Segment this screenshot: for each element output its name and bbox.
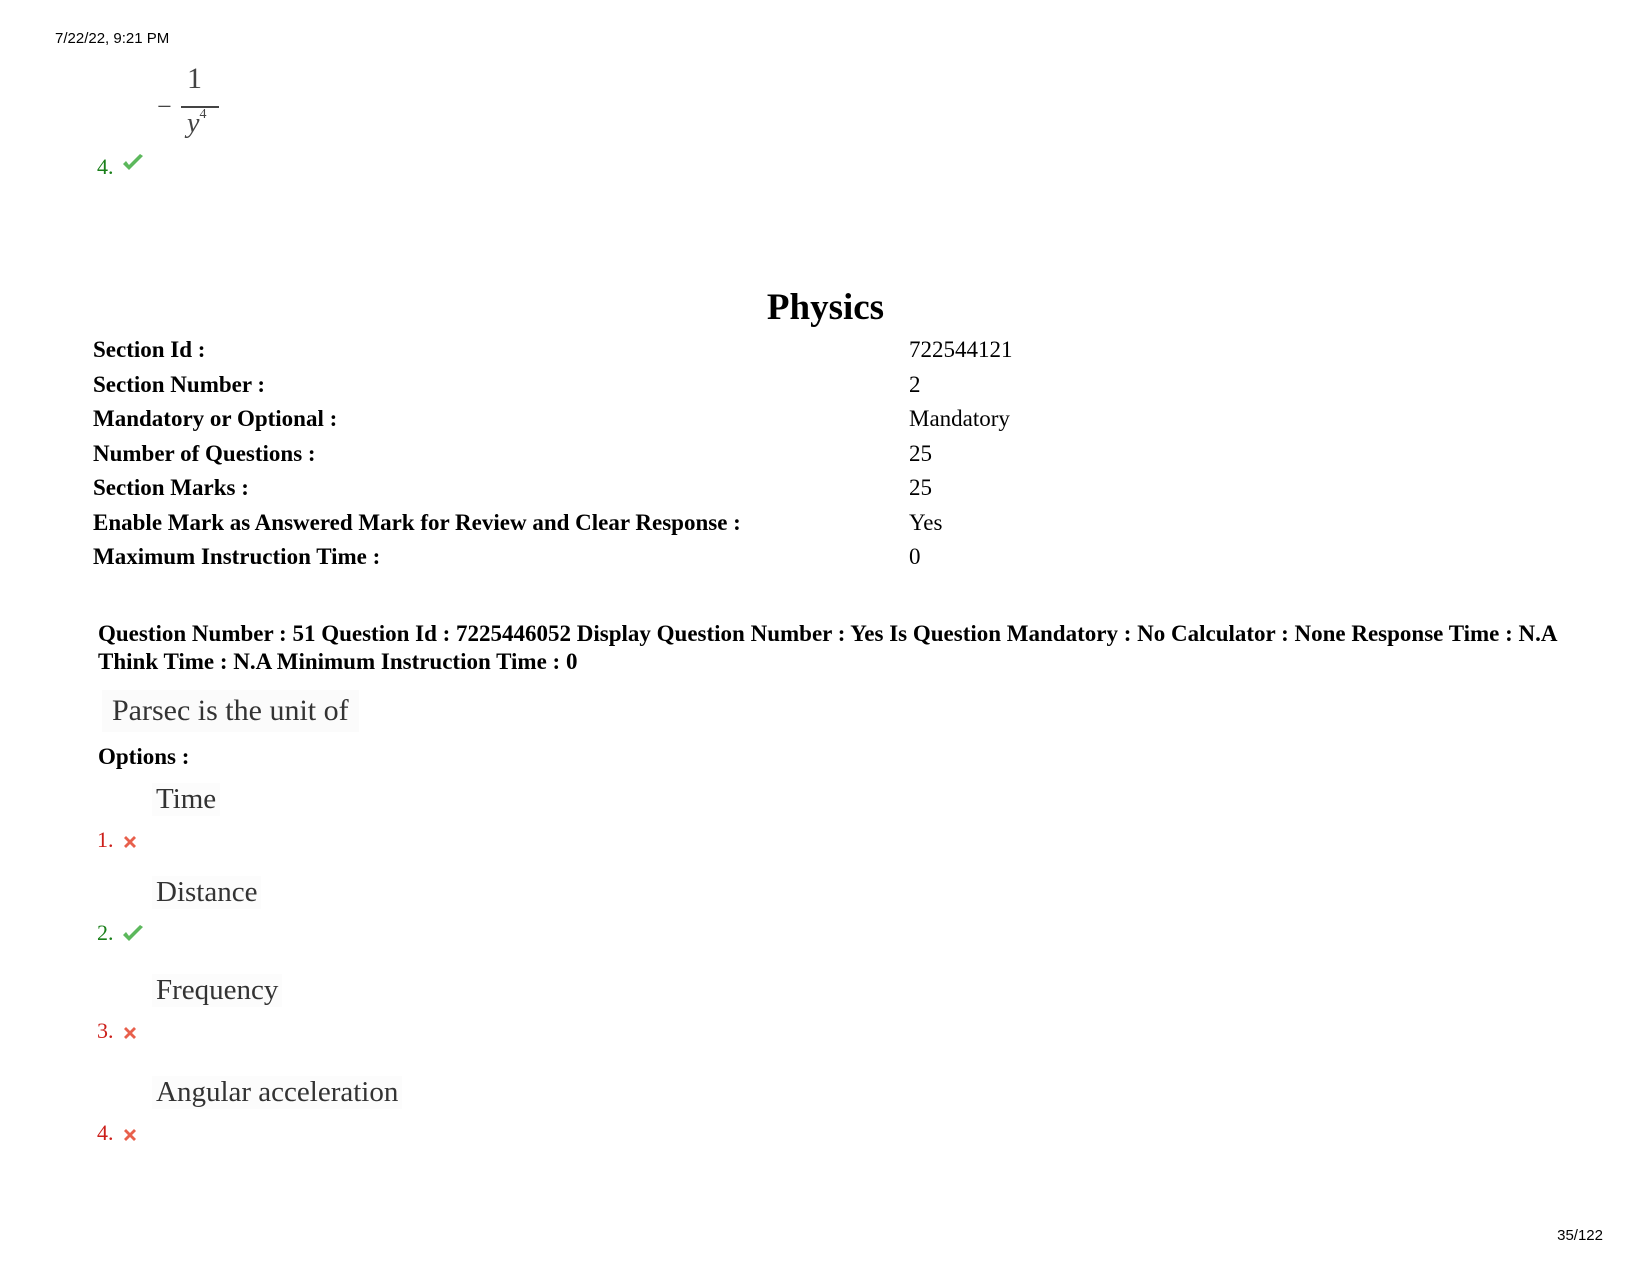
option-number: 1. — [97, 827, 114, 852]
option-number: 3. — [97, 1018, 114, 1043]
formula-denominator-base: y — [187, 108, 200, 139]
section-title: Physics — [766, 287, 885, 328]
section-info-value: 2 — [909, 371, 921, 397]
question-text: Parsec is the unit of — [102, 690, 359, 732]
section-info-row — [93, 337, 1393, 372]
section-info-value: 722544121 — [909, 337, 1013, 362]
option-text: Angular acceleration — [152, 1076, 402, 1109]
question-header: Question Number : 51 Question Id : 7225446052 Display Question Number : Yes Is Question Mandatory : No Calculator : None Response Time : N.A Think Time : N.A Minimum Instruction Time : 0 — [98, 621, 1557, 674]
formula-minus-sign: − — [157, 92, 172, 121]
section-info-row — [93, 475, 1393, 510]
section-info-label: Section Marks : — [93, 475, 249, 500]
section-info-label: Enable Mark as Answered Mark for Review and Clear Response : — [93, 509, 741, 535]
formula-denominator — [187, 108, 206, 140]
option-number: 2. — [97, 920, 114, 945]
previous-question-option-4 — [97, 62, 297, 182]
section-info-value: Mandatory — [909, 406, 1010, 431]
section-info-row — [93, 372, 1393, 407]
page-number: 35/122 — [1557, 1227, 1603, 1244]
section-info-row — [93, 544, 1393, 579]
section-info-row — [93, 510, 1393, 545]
section-info-table — [93, 337, 1393, 579]
option-formula — [157, 62, 227, 157]
cross-icon — [121, 833, 139, 851]
section-info-value: 0 — [909, 544, 921, 569]
option-2 — [97, 876, 597, 946]
option-number: 4. — [97, 1120, 114, 1145]
option-4 — [97, 1076, 597, 1146]
section-info-value: 25 — [909, 440, 932, 466]
section-info-row — [93, 441, 1393, 476]
section-info-label: Section Number : — [93, 371, 266, 397]
formula-numerator: 1 — [187, 62, 202, 95]
check-icon — [121, 924, 145, 944]
formula-denominator-exponent: 4 — [199, 106, 207, 122]
section-info-label: Section Id : — [93, 337, 206, 362]
check-icon — [121, 153, 145, 173]
section-info-label: Mandatory or Optional : — [93, 406, 338, 431]
section-info-row — [93, 406, 1393, 441]
section-info-label: Maximum Instruction Time : — [93, 544, 381, 569]
option-1 — [97, 783, 597, 853]
options-label: Options : — [98, 744, 190, 769]
cross-icon — [121, 1024, 139, 1042]
section-info-value: 25 — [909, 475, 932, 500]
print-date: 7/22/22, 9:21 PM — [55, 30, 170, 47]
option-3 — [97, 974, 597, 1044]
option-text: Distance — [152, 876, 261, 909]
option-text: Frequency — [152, 974, 282, 1007]
section-info-value: Yes — [909, 509, 943, 535]
option-number: 4. — [97, 154, 114, 179]
cross-icon — [121, 1126, 139, 1144]
section-info-label: Number of Questions : — [93, 440, 316, 466]
option-text: Time — [152, 783, 220, 816]
